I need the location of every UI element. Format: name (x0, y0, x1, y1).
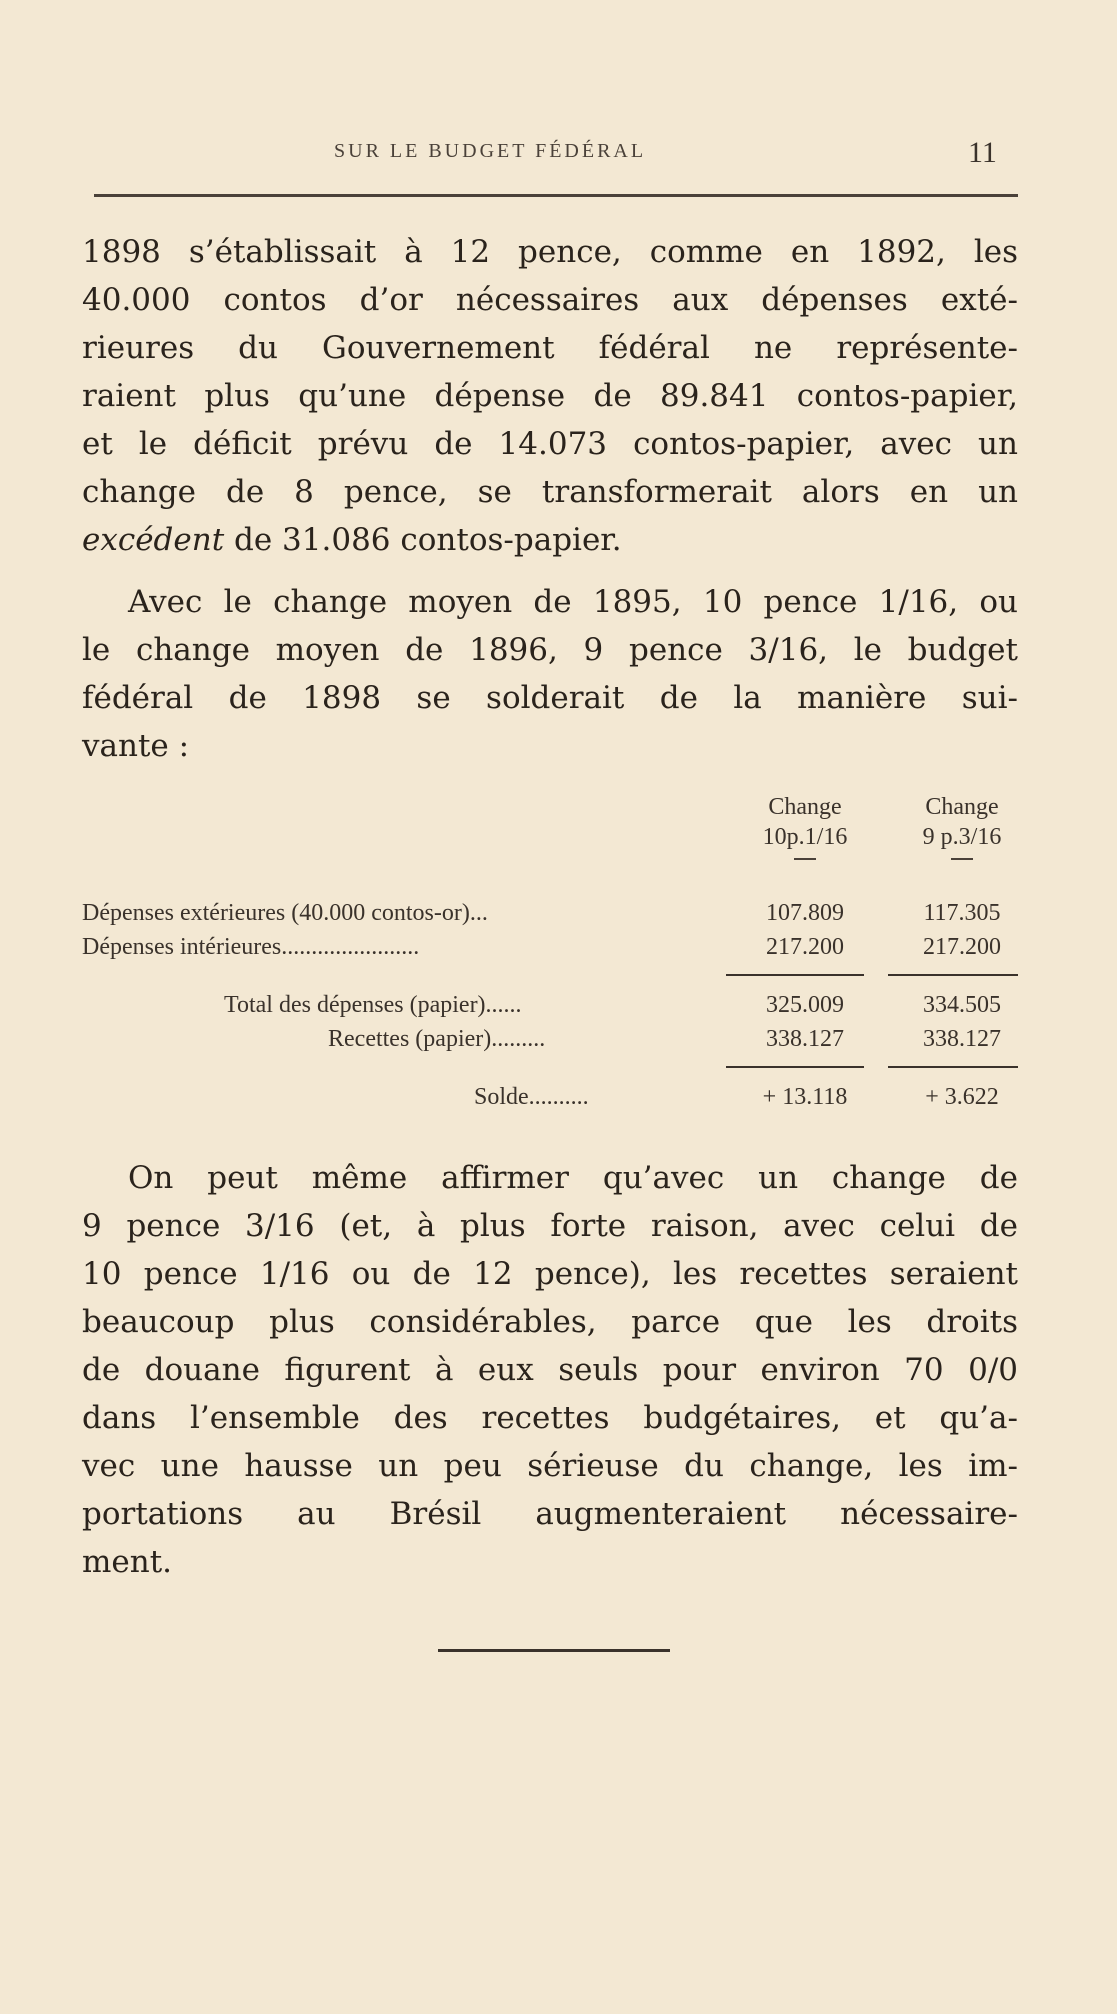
text-line: 40.000 contos d’or nécessaires aux dépenses exté- (82, 282, 1018, 318)
sum-rule (888, 1066, 1018, 1068)
sum-rule (726, 974, 864, 976)
row-value-9p: 117.305 (923, 900, 1001, 926)
column-header-line1: Change (768, 794, 842, 820)
text-line: On peut même affirmer qu’avec un change de (128, 1160, 1018, 1196)
row-value-9p: 338.127 (923, 1026, 1001, 1052)
text-line: vec une hausse un peu sérieuse du change, les im- (82, 1448, 1018, 1484)
text-line: portations au Brésil augmenteraient nécessaire- (82, 1496, 1018, 1532)
row-label: Total des dépenses (papier)...... (224, 992, 522, 1018)
text-line: 9 pence 3/16 (et, à plus forte raison, avec celui de (82, 1208, 1018, 1244)
row-value-10p: 217.200 (766, 934, 844, 960)
column-header-9p (892, 792, 1032, 860)
paragraph-3 (82, 1154, 1018, 1586)
row-label: Dépenses intérieures....................... (82, 934, 420, 960)
running-title: SUR LE BUDGET FÉDÉRAL (334, 140, 647, 162)
row-value-9p: + 3.622 (925, 1084, 999, 1110)
table-row (82, 930, 1022, 964)
end-rule (438, 1649, 670, 1652)
text-line: 10 pence 1/16 ou de 12 pence), les recettes seraient (82, 1256, 1018, 1292)
row-label: Solde.......... (474, 1084, 589, 1110)
text-line: dans l’ensemble des recettes budgétaires, et qu’a- (82, 1400, 1018, 1436)
text-line: vante : (82, 728, 190, 764)
row-value-9p: 334.505 (923, 992, 1001, 1018)
sum-rule (726, 1066, 864, 1068)
row-label: Recettes (papier)......... (328, 1026, 546, 1052)
page-number: 11 (968, 136, 997, 169)
sum-rule (888, 974, 1018, 976)
row-value-10p: + 13.118 (762, 1084, 848, 1110)
text-line: le change moyen de 1896, 9 pence 3/16, le budget (82, 632, 1018, 668)
table-row (82, 896, 1022, 930)
row-label: Dépenses extérieures (40.000 contos-or)... (82, 900, 488, 926)
column-header-line2: 10p.1/16 (762, 824, 848, 850)
table-row (82, 1080, 1022, 1114)
row-value-10p: 325.009 (766, 992, 844, 1018)
row-value-9p: 217.200 (923, 934, 1001, 960)
italic-word: excédent (82, 522, 225, 558)
text-line: et le déficit prévu de 14.073 contos-papier, avec un (82, 426, 1018, 462)
table-row (82, 1022, 1022, 1056)
text-line: ment. (82, 1544, 173, 1580)
table-row (82, 988, 1022, 1022)
header-dash (794, 858, 816, 860)
text-line: beaucoup plus considérables, parce que les droits (82, 1304, 1018, 1340)
header-dash (951, 858, 973, 860)
text-line: 1898 s’établissait à 12 pence, comme en 1892, les (82, 234, 1018, 270)
text-line: raient plus qu’une dépense de 89.841 contos-papier, (82, 378, 1018, 414)
text-line: de douane figurent à eux seuls pour environ 70 0/0 (82, 1352, 1018, 1388)
column-header-line1: Change (925, 794, 999, 820)
row-value-10p: 107.809 (766, 900, 844, 926)
text-line: Avec le change moyen de 1895, 10 pence 1/16, ou (128, 584, 1018, 620)
column-header-10p (735, 792, 875, 860)
text-fragment: de 31.086 contos-papier. (224, 522, 622, 558)
text-line: fédéral de 1898 se solderait de la manière sui- (82, 680, 1018, 716)
text-line: change de 8 pence, se transformerait alors en un (82, 474, 1018, 510)
row-value-10p: 338.127 (766, 1026, 844, 1052)
text-line: rieures du Gouvernement fédéral ne représente- (82, 330, 1018, 366)
column-header-line2: 9 p.3/16 (922, 824, 1002, 850)
